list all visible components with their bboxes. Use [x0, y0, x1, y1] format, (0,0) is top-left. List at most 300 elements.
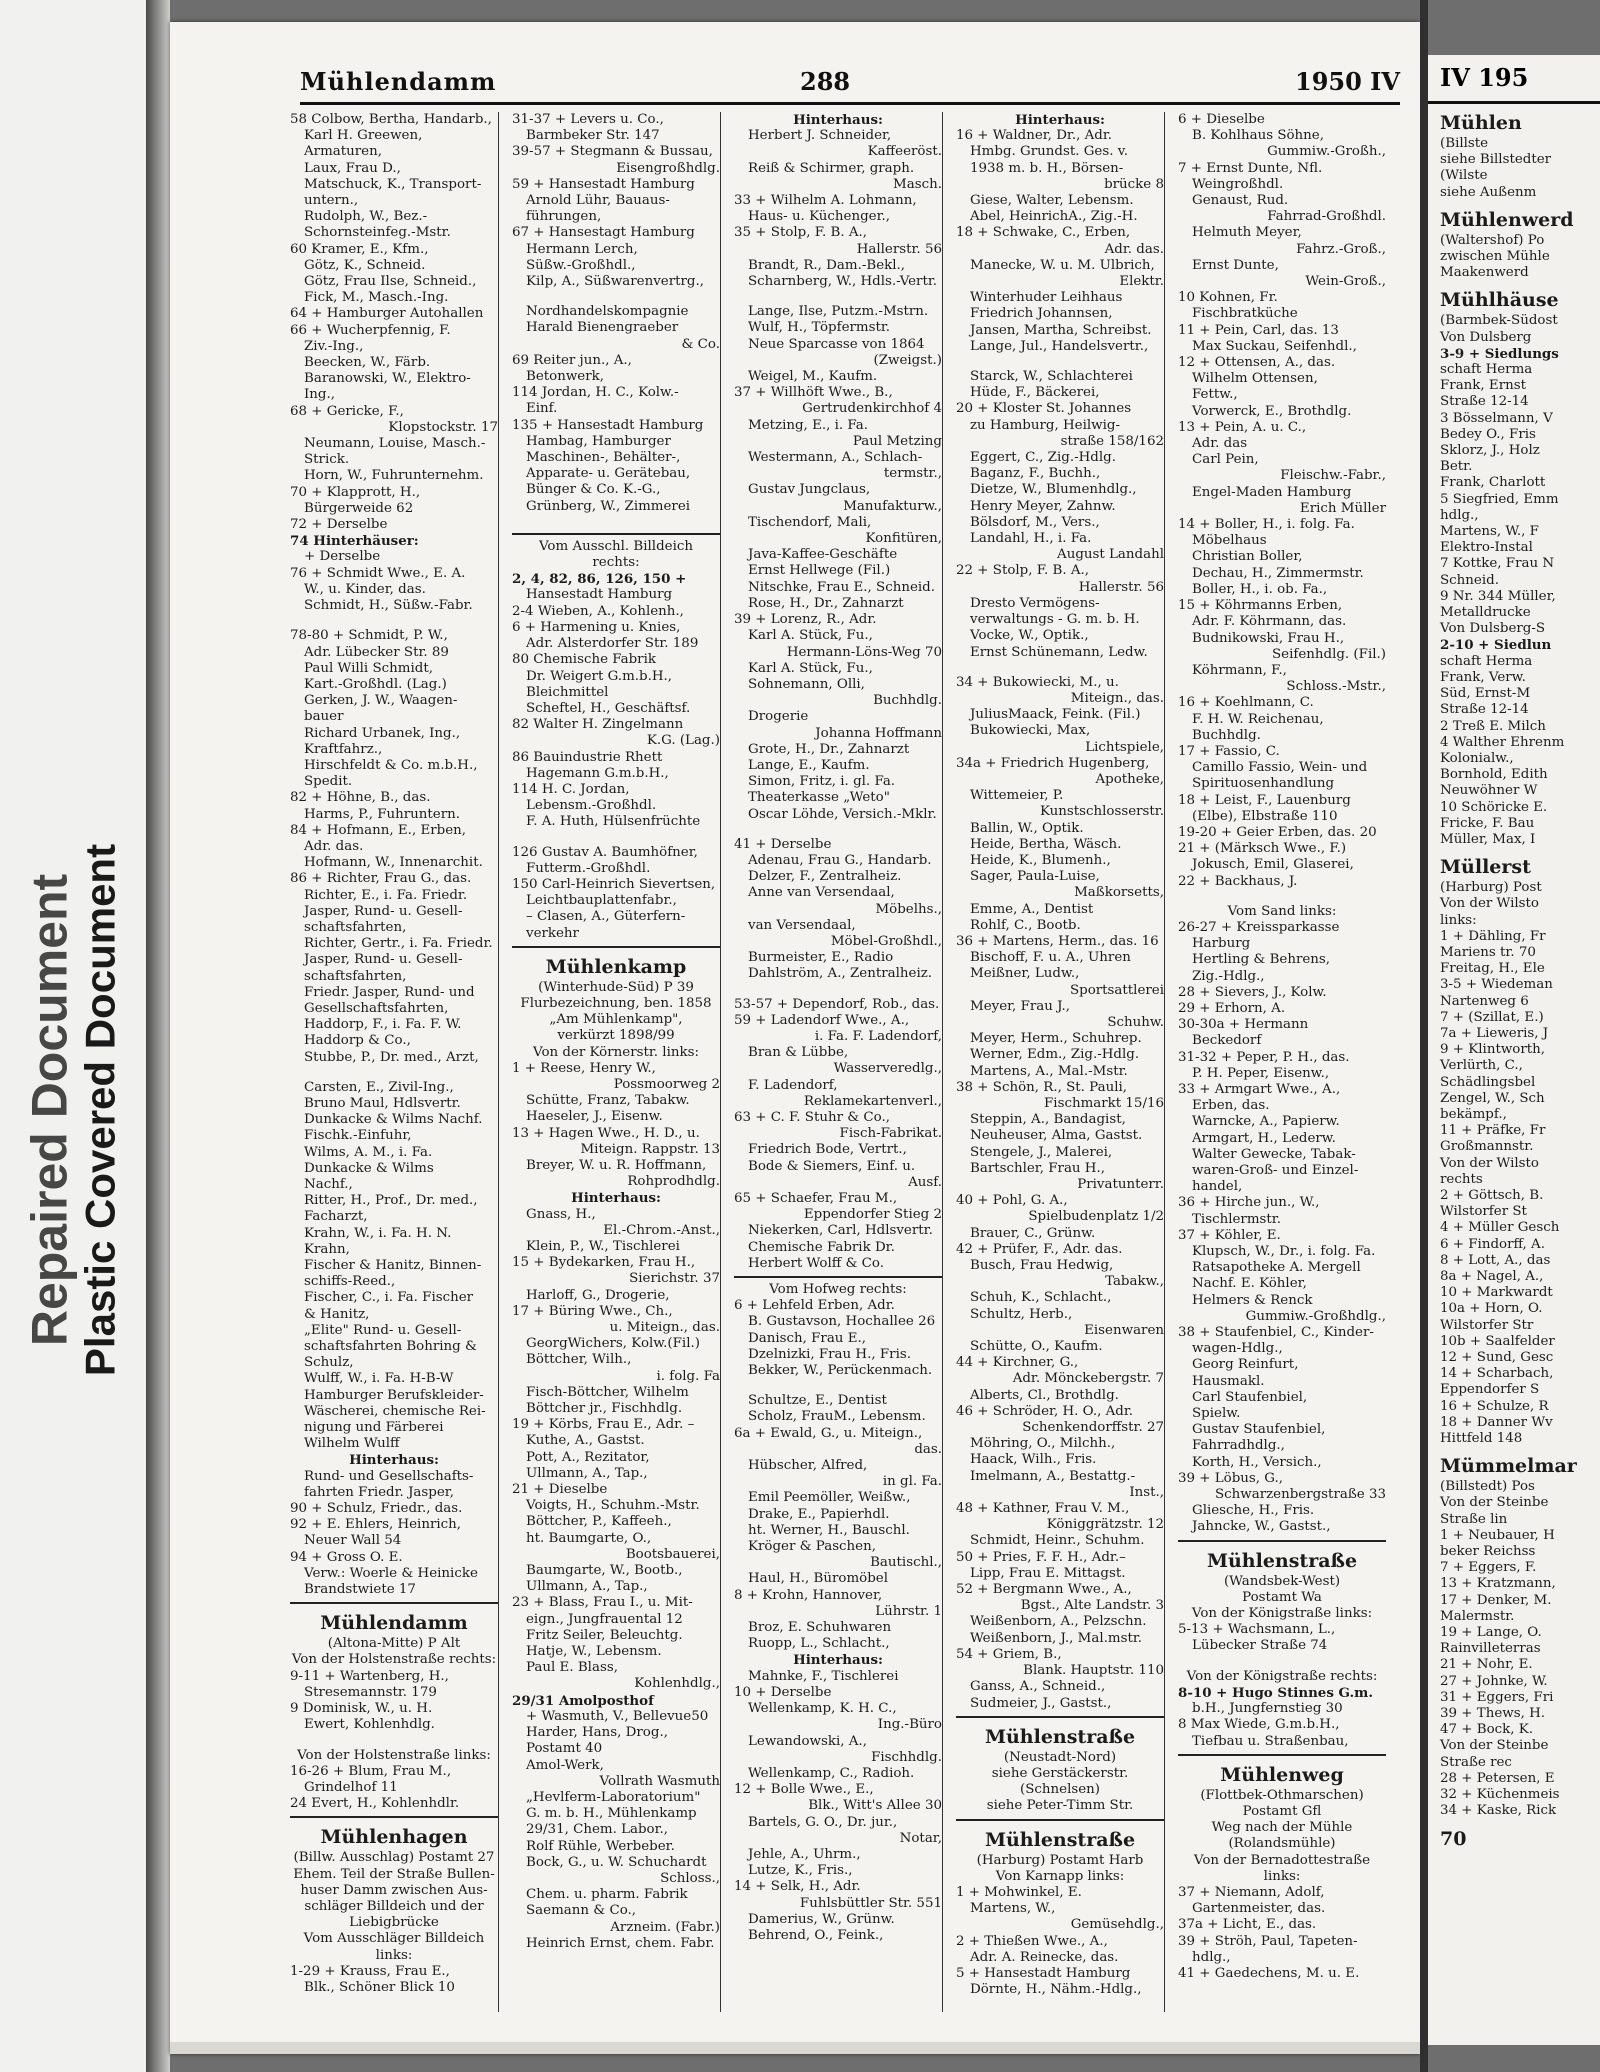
directory-entry: 37 + Niemann, Adolf,	[1178, 1884, 1325, 1900]
section-heading: Mühlenstraße	[1206, 1549, 1358, 1572]
directory-entry: 94 + Gross O. E.	[290, 1549, 403, 1565]
directory-entry: Sierichstr. 37	[629, 1271, 720, 1287]
subheading: (Winterhude-Süd) P 39	[538, 979, 694, 995]
directory-entry: 7 + Ernst Dunte, Nfl.	[1178, 160, 1323, 176]
directory-entry: 36 + Martens, Herm., das. 16	[956, 933, 1159, 949]
directory-entry: Warncke, A., Papierw.	[1192, 1114, 1340, 1130]
directory-entry: Karl A. Stück, Fu.,	[748, 660, 873, 676]
directory-entry: rechts	[1440, 1171, 1483, 1187]
directory-entry: 14 + Scharbach,	[1440, 1366, 1554, 1382]
directory-entry: Bran & Lübbe,	[748, 1045, 849, 1061]
directory-entry: Possmoorweg 2	[613, 1076, 720, 1092]
repaired-document-label: Repaired Document	[21, 873, 78, 1347]
directory-entry: 1938 m. b. H., Börsen-	[970, 160, 1124, 176]
directory-entry: Masch.	[893, 176, 942, 192]
subheading: Weg nach der Mühle	[1211, 1820, 1353, 1836]
directory-entry: Miteign., das.	[1070, 690, 1164, 706]
directory-entry: Laux, Frau D.,	[304, 160, 401, 176]
directory-entry: Elektr.	[1119, 274, 1164, 290]
directory-entry: Beckedorf	[1192, 1033, 1262, 1049]
directory-entry: Haddorp, F., i. Fa. F. W.	[304, 1017, 462, 1033]
directory-entry: Spielw.	[1192, 1406, 1241, 1422]
directory-entry: Spirituosenhandlung	[1192, 776, 1335, 792]
directory-entry: Reiß & Schirmer, graph.	[748, 160, 915, 176]
directory-entry: Scharnberg, W., Hdls.-Vertr.	[748, 274, 938, 290]
directory-entry: (Waltershof) Po	[1440, 232, 1545, 248]
spacer	[512, 831, 720, 845]
directory-entry: (Barmbek-Südost	[1440, 313, 1558, 329]
directory-entry: links:	[1440, 912, 1477, 928]
directory-entry: Hmbg. Grundst. Ges. v.	[970, 144, 1128, 160]
directory-entry: Hermann Lerch,	[526, 241, 638, 257]
directory-entry: Zig.-Hdlg.,	[1192, 968, 1265, 984]
directory-entry: Fischer, C., i. Fa. Fischer	[304, 1290, 474, 1306]
directory-entry: Helmuth Meyer,	[1192, 225, 1302, 241]
directory-entry: 18 + Danner Wv	[1440, 1414, 1553, 1430]
directory-entry: Genaust, Rud.	[1192, 193, 1289, 209]
directory-page	[170, 22, 1420, 2054]
directory-entry: Harder, Hans, Drog.,	[526, 1725, 668, 1741]
subheading: (Neustadt-Nord)	[1003, 1749, 1117, 1765]
directory-entry: Gertrudenkirchhof 4	[802, 401, 942, 417]
directory-entry: Lübecker Straße 74	[1192, 1638, 1328, 1654]
directory-entry: Bartschler, Frau H.,	[970, 1160, 1105, 1176]
directory-entry: schaftsfahrten,	[304, 919, 407, 935]
directory-entry: 86 Bauindustrie Rhett	[512, 749, 663, 765]
directory-entry: schiffs-Reed.,	[304, 1274, 396, 1290]
directory-entry: 42 + Prüfer, F., Adr. das.	[956, 1241, 1123, 1257]
directory-entry: 17 + Fassio, C.	[1178, 743, 1280, 759]
directory-entry: 5 + Hansestadt Hamburg	[956, 1965, 1131, 1981]
directory-entry: Rohprodhdlg.	[627, 1174, 720, 1190]
section-heading: Mühlendamm	[320, 1612, 468, 1635]
directory-entry: Blk., Schöner Blick 10	[304, 1979, 455, 1995]
directory-entry: Emil Peemöller, Weißw.,	[748, 1490, 911, 1506]
subheading: schläger Billdeich und der	[304, 1898, 484, 1914]
plastic-covered-label: Plastic Covered Document	[76, 843, 124, 1377]
directory-entry: Martens, W.,	[970, 1901, 1056, 1917]
directory-entry: Metzing, E., i. Fa.	[748, 417, 869, 433]
directory-entry: Grote, H., Dr., Zahnarzt	[748, 741, 910, 757]
section-divider	[512, 533, 720, 535]
directory-entry: Von Dulsberg-S	[1440, 621, 1546, 637]
directory-entry: Adr. F. Köhrmann, das.	[1192, 614, 1347, 630]
directory-entry: verkehr	[526, 925, 579, 941]
directory-entry: 13 + Kratzmann,	[1440, 1576, 1556, 1592]
directory-entry: Pott, A., Rezitator,	[526, 1449, 650, 1465]
directory-entry: Schuhw.	[1107, 1014, 1164, 1030]
directory-entry: i. folg. Fa	[656, 1368, 720, 1384]
directory-entry: Schultze, E., Dentist	[748, 1393, 887, 1409]
directory-entry: Adr. das	[1192, 436, 1248, 452]
directory-entry: Freitag, H., Ele	[1440, 961, 1545, 977]
directory-entry: Ratsapotheke A. Mergell	[1192, 1260, 1361, 1276]
directory-entry: Meißner, Ludw.,	[970, 966, 1080, 982]
facing-page-lines	[1428, 110, 1600, 1852]
page-header	[300, 62, 1400, 105]
directory-entry: Fahrradhdlg.,	[1192, 1438, 1285, 1454]
directory-entry: Baganz, F., Buchh.,	[970, 466, 1101, 482]
directory-entry: Bruno Maul, Hdlsvertr.	[304, 1095, 461, 1111]
directory-entry: 32 + Küchenmeis	[1440, 1787, 1560, 1803]
directory-entry: 10a + Horn, O.	[1440, 1301, 1543, 1317]
directory-entry: i. Fa. F. Ladendorf,	[814, 1028, 942, 1044]
directory-entry: Neuer Wall 54	[304, 1533, 402, 1549]
directory-entry: Ullmann, A., Tap.,	[526, 1579, 648, 1595]
directory-entry: Harloff, G., Drogerie,	[526, 1287, 670, 1303]
directory-entry: 38 + Schön, R., St. Pauli,	[956, 1079, 1128, 1095]
directory-entry: Bartels, G. O., Dr. jur.,	[748, 1814, 898, 1830]
directory-entry: Eisenwaren	[1084, 1322, 1164, 1338]
directory-entry: – Clasen, A., Güterfern-	[526, 909, 686, 925]
section-heading: Mühlenstraße	[984, 1725, 1136, 1748]
directory-entry: Busch, Frau Hedwig,	[970, 1258, 1114, 1274]
directory-entry: 12 + Ottensen, A., das.	[1178, 355, 1336, 371]
directory-entry: Baranowski, W., Elektro-	[304, 371, 471, 387]
subheading: Ehem. Teil der Straße Bullen-	[293, 1866, 495, 1882]
directory-entry: 114 H. C. Jordan,	[512, 781, 630, 797]
directory-entry: waren-Groß- und Einzel-	[1192, 1163, 1359, 1178]
directory-entry: Verlürth, C.,	[1440, 1058, 1523, 1074]
directory-entry: schaftsfahrten Bohring &	[304, 1339, 477, 1355]
directory-entry: 78-80 + Schmidt, P. W.,	[290, 628, 448, 644]
column-2	[512, 112, 721, 2012]
directory-entry: 4 Walther Ehrenm	[1440, 734, 1565, 750]
directory-entry: Wittemeier, P.	[970, 788, 1064, 804]
directory-entry: Klopstockstr. 17	[388, 419, 498, 435]
directory-entry: Schwarzenbergstraße 33	[1214, 1487, 1386, 1503]
page-fold-shadow	[146, 0, 170, 2072]
directory-entry: Adr. Mönckebergstr. 7	[1012, 1371, 1164, 1387]
directory-entry: 14 + Selk, H., Adr.	[734, 1879, 861, 1895]
directory-entry: + Derselbe	[304, 549, 381, 565]
directory-entry: Scheftel, H., Geschäftsf.	[526, 700, 691, 716]
directory-entry: Harms, P., Fuhruntern.	[304, 806, 460, 822]
directory-entry: 59 + Hansestadt Hamburg	[512, 176, 695, 192]
directory-entry: 19 + Lange, O.	[1440, 1625, 1542, 1641]
directory-entry: 1 + Dähling, Fr	[1440, 928, 1546, 944]
directory-entry: Armgart, H., Lederw.	[1192, 1130, 1336, 1146]
subheading: Von der Königstraße links:	[1191, 1606, 1373, 1622]
edition-year: 1950 IV	[1295, 67, 1400, 96]
directory-entry: Möbelhs.,	[875, 901, 942, 917]
directory-entry: 21 + (Märksch Wwe., F.)	[1178, 841, 1347, 857]
directory-entry: Broz, E. Schuhwaren	[748, 1620, 892, 1636]
directory-entry: Blk., Witt's Allee 30	[808, 1798, 942, 1814]
directory-entry: Postamt 40	[526, 1741, 603, 1757]
directory-entry: JuliusMaack, Feink. (Fil.)	[970, 707, 1141, 723]
directory-entry: 92 + E. Ehlers, Heinrich,	[290, 1517, 462, 1533]
directory-entry: 82 + Höhne, B., das.	[290, 790, 431, 806]
subheading: Von der Holstenstraße rechts:	[291, 1652, 497, 1668]
directory-entry: Brandstwiete 17	[304, 1582, 416, 1598]
directory-entry: Heinrich Ernst, chem. Fabr.	[526, 1935, 715, 1951]
directory-entry: Nachf.,	[304, 1177, 353, 1192]
directory-entry: Gummiw.-Großhdlg.,	[1245, 1308, 1386, 1324]
directory-entry: 35 + Stolp, F. B. A.,	[734, 225, 868, 241]
directory-entry: Sklorz, J., Holz	[1440, 443, 1540, 459]
directory-entry: 4 + Müller Gesch	[1440, 1220, 1560, 1236]
directory-entry: Nartenweg 6	[1440, 993, 1529, 1009]
directory-entry: Fick, M., Masch.-Ing.	[304, 290, 449, 306]
directory-entry: 16 + Koehlmann, C.	[1178, 695, 1314, 711]
directory-entry: Tiefbau u. Straßenbau,	[1192, 1733, 1349, 1749]
directory-entry: 15 + Köhrmanns Erben,	[1178, 598, 1343, 614]
directory-entry: Adr. A. Reinecke, das.	[970, 1949, 1119, 1965]
directory-entry: 69 Reiter jun., A.,	[512, 352, 632, 368]
directory-entry: Kolonialw.,	[1440, 750, 1514, 766]
directory-entry: zwischen Mühle	[1440, 249, 1550, 265]
section-divider	[1178, 1754, 1386, 1756]
directory-entry: Dietze, W., Blumenhdlg.,	[970, 482, 1137, 498]
directory-entry: 18 + Schwake, C., Erben,	[956, 225, 1131, 241]
directory-entry: Kohlenhdlg.,	[634, 1676, 720, 1692]
directory-entry: Chem. u. pharm. Fabrik	[526, 1887, 688, 1903]
directory-entry: Manufakturw.,	[843, 498, 942, 514]
directory-entry: Rose, H., Dr., Zahnarzt	[748, 595, 904, 611]
directory-entry: Facharzt,	[304, 1209, 368, 1225]
directory-entry: F. A. Huth, Hülsenfrüchte	[526, 814, 701, 830]
directory-entry: Frank, Verw.	[1440, 669, 1526, 685]
directory-entry: 63 + C. F. Stuhr & Co.,	[734, 1109, 890, 1125]
directory-entry: 82 Walter H. Zingelmann	[512, 717, 684, 733]
directory-entry: 16-26 + Blum, Frau M.,	[290, 1763, 452, 1779]
directory-entry: 1 + Reese, Henry W.,	[512, 1060, 656, 1076]
directory-entry: Möhring, O., Milchh.,	[970, 1436, 1116, 1452]
directory-entry: Fricke, F. Bau	[1440, 815, 1535, 831]
directory-entry: Bischoff, F. u. A., Uhren	[970, 950, 1131, 966]
section-divider	[734, 1276, 942, 1278]
directory-entry: Schmidt, H., Süßw.-Fabr.	[304, 598, 473, 614]
directory-entry: Carsten, E., Zivil-Ing.,	[304, 1079, 454, 1095]
directory-entry: Hertling & Behrens,	[1192, 952, 1331, 968]
directory-entry: Weigel, M., Kaufm.	[748, 369, 878, 385]
directory-entry: 39-57 + Stegmann & Bussau,	[512, 144, 713, 160]
directory-entry: 68 + Gericke, F.,	[290, 403, 404, 419]
directory-entry: Starck, W., Schlachterei	[970, 369, 1133, 385]
directory-entry: 12 + Bolle Wwe., E.,	[734, 1782, 874, 1798]
directory-entry: Lutze, K., Fris.,	[748, 1863, 853, 1879]
directory-entry: Nordhandelskompagnie	[526, 304, 689, 320]
directory-entry: 9-11 + Wartenberg, H.,	[290, 1668, 449, 1684]
directory-entry: 36 + Hirche jun., W.,	[1178, 1195, 1320, 1211]
directory-entry: Delzer, F., Zentralheiz.	[748, 869, 902, 885]
directory-entry: Camillo Fassio, Wein- und	[1192, 760, 1368, 776]
directory-entry: 17 + Büring Wwe., Ch.,	[512, 1303, 673, 1319]
directory-entry: Schütte, O., Kaufm.	[970, 1339, 1103, 1355]
directory-entry: Ganss, A., Schneid.,	[970, 1679, 1106, 1695]
directory-entry: Lange, E., Kaufm.	[748, 757, 870, 773]
section-divider	[290, 1602, 498, 1604]
spacer	[734, 1379, 942, 1393]
directory-entry: Paul E. Blass,	[526, 1660, 618, 1676]
directory-entry: 65 + Schaefer, Frau M.,	[734, 1191, 898, 1206]
directory-entry: ht. Werner, H., Bauschl.	[748, 1522, 910, 1538]
directory-entry: 39 + Ströh, Paul, Tapeten-	[1178, 1933, 1358, 1949]
directory-entry: Christian Boller,	[1192, 549, 1303, 565]
directory-entry: Rudolph, W., Bez.-	[304, 209, 428, 225]
directory-entry: b.H., Jungfernstieg 30	[1192, 1701, 1343, 1717]
directory-entry: siehe Außenm	[1440, 184, 1537, 200]
directory-entry: Tischlermstr.	[1192, 1211, 1281, 1227]
directory-entry: führungen,	[526, 209, 602, 225]
section-divider	[512, 946, 720, 948]
directory-entry: Drake, E., Papierhdl.	[748, 1506, 890, 1522]
directory-entry: Rohlf, C., Bootb.	[970, 917, 1081, 933]
directory-entry: Vollrath Wasmuth	[599, 1773, 720, 1789]
directory-entry: Gummiw.-Großh.,	[1267, 144, 1386, 160]
directory-entry: 19 + Körbs, Frau E., Adr. –	[512, 1417, 695, 1433]
directory-entry: Fritz Seiler, Beleuchtg.	[526, 1627, 683, 1643]
directory-entry: Fischer & Hanitz, Binnen-	[304, 1258, 482, 1274]
directory-entry: 70 + Klapprott, H.,	[290, 484, 421, 500]
directory-entry: nigung und Färberei	[304, 1420, 444, 1436]
directory-entry: 44 + Kirchner, G.,	[956, 1355, 1079, 1371]
directory-entry: 21 + Dieselbe	[512, 1482, 608, 1498]
directory-entry: termstr.,	[883, 466, 942, 482]
directory-entry: Gustav Staufenbiel,	[1192, 1422, 1326, 1438]
directory-entry: Sohnemann, Olli,	[748, 676, 865, 692]
directory-entry: Sager, Paula-Luise,	[970, 869, 1100, 885]
directory-entry: Richard Urbanek, Ing.,	[304, 725, 461, 741]
directory-entry: Fischbratküche	[1192, 306, 1298, 322]
directory-entry: Schuh, K., Schlacht.,	[970, 1290, 1112, 1306]
directory-entry: siehe Billstedter	[1440, 152, 1552, 168]
document-condition-label	[22, 844, 123, 1376]
directory-entry: 60 Kramer, E., Kfm.,	[290, 241, 429, 257]
directory-entry: Fahrrad-Großhdl.	[1267, 209, 1386, 225]
directory-entry: Götz, Frau Ilse, Schneid.,	[304, 274, 477, 290]
directory-entry: 34a + Friedrich Hugenberg,	[956, 755, 1150, 771]
directory-entry: 39 + Thews, H.	[1440, 1706, 1546, 1722]
directory-entry: & Hanitz,	[304, 1306, 370, 1322]
directory-entry: Stubbe, P., Dr. med., Arzt,	[304, 1049, 479, 1065]
directory-entry: van Versendaal,	[748, 917, 856, 933]
directory-entry: u. Miteign., das.	[609, 1320, 720, 1336]
spacer	[1178, 1655, 1386, 1669]
directory-entry: Ernst Hellwege (Fil.)	[748, 563, 891, 579]
directory-entry: Miteign. Rappstr. 13	[580, 1141, 720, 1157]
directory-entry: 10 + Markwardt	[1440, 1285, 1553, 1301]
directory-entry: schaft Herma	[1440, 362, 1533, 378]
directory-entry: Von der Steinbe	[1440, 1495, 1549, 1511]
directory-entry: Ing.-Büro	[877, 1717, 942, 1733]
directory-entry: Erich Müller	[1299, 500, 1386, 516]
subheading: Hinterhaus:	[793, 1652, 883, 1669]
directory-entry: Haeseler, J., Eisenw.	[526, 1109, 663, 1125]
directory-entry: Amol-Werk,	[526, 1757, 604, 1773]
directory-entry: El.-Chrom.-Anst.,	[603, 1222, 720, 1238]
directory-entry: Haack, Wilh., Fris.	[970, 1452, 1097, 1468]
directory-entry: Scholz, FrauM., Lebensm.	[748, 1409, 926, 1425]
directory-entry: Fischhdlg.	[871, 1749, 942, 1765]
directory-entry: P. H. Peper, Eisenw.,	[1192, 1065, 1330, 1081]
directory-entry: Gnass, H.,	[526, 1206, 596, 1222]
directory-entry: Von der Steinbe	[1440, 1738, 1549, 1754]
directory-entry: Abel, HeinrichA., Zig.-H.	[970, 209, 1138, 225]
directory-entry: 31 + Eggers, Fri	[1440, 1689, 1554, 1705]
directory-entry: Lichtspiele,	[1085, 739, 1164, 755]
directory-entry: 20 + Kloster St. Johannes	[956, 401, 1132, 417]
directory-entry: (Elbe), Elbstraße 110	[1192, 808, 1338, 824]
directory-entry: wagen-Hdlg.,	[1192, 1341, 1283, 1357]
directory-entry: Sudmeier, J., Gastst.,	[970, 1695, 1112, 1711]
directory-entry: Bleichmittel	[526, 684, 609, 700]
directory-entry: 26-27 + Kreissparkasse	[1178, 919, 1340, 935]
directory-entry: Ritter, H., Prof., Dr. med.,	[304, 1193, 478, 1209]
directory-entry: 74 Hinterhäuser:	[290, 533, 419, 550]
directory-entry: Herbert J. Schneider,	[748, 128, 892, 144]
directory-entry: 8-10 + Hugo Stinnes G.m.	[1178, 1684, 1373, 1701]
directory-entry: Arnold Lühr, Bauaus-	[526, 193, 670, 209]
directory-entry: Meyer, Frau J.,	[970, 998, 1070, 1014]
section-heading: Mühlenkamp	[545, 955, 687, 978]
directory-entry: 58 Colbow, Bertha, Handarb.,	[290, 112, 492, 127]
directory-entry: Adr. das.	[304, 838, 364, 854]
directory-entry: Hallerstr. 56	[1078, 579, 1164, 595]
directory-entry: 7 + Eggers, F.	[1440, 1560, 1537, 1576]
directory-entry: Böttcher, Wilh.,	[526, 1352, 632, 1368]
directory-entry: Großmannstr.	[1440, 1139, 1534, 1155]
directory-entry: Fleischw.-Fabr.,	[1280, 468, 1386, 484]
directory-entry: Anne van Versendaal,	[748, 885, 895, 901]
directory-entry: Adr. Lübecker Str. 89	[304, 644, 449, 660]
directory-entry: Bölsdorf, M., Vers.,	[970, 514, 1100, 530]
directory-entry: Harburg	[1192, 936, 1251, 952]
directory-entry: Bootsbauerei,	[625, 1546, 720, 1562]
directory-entry: Ziv.-Ing.,	[304, 338, 364, 354]
directory-entry: 31-37 + Levers u. Co.,	[512, 112, 664, 127]
directory-entry: Von der Wilsto	[1440, 1155, 1539, 1171]
directory-entry: Neumann, Louise, Masch.-	[304, 436, 486, 452]
directory-entry: Vorwerck, E., Brothdlg.	[1192, 403, 1352, 419]
directory-entry: Verw.: Woerle & Heinicke	[304, 1565, 478, 1581]
directory-entry: Martens, W., F	[1440, 524, 1539, 540]
spacer	[734, 823, 942, 837]
directory-entry: Eggert, C., Zig.-Hdlg.	[970, 450, 1116, 466]
directory-entry: Schneid.	[1440, 572, 1499, 588]
spacer	[290, 614, 498, 628]
directory-entry: Paul Willi Schmidt,	[304, 660, 433, 676]
directory-entry: Ausf.	[908, 1174, 942, 1190]
directory-entry: 1-29 + Krauss, Frau E.,	[290, 1963, 450, 1979]
directory-entry: 29 + Erhorn, A.	[1178, 1000, 1286, 1016]
directory-entry: 90 + Schulz, Friedr., das.	[290, 1501, 463, 1517]
directory-entry: Ing.,	[304, 387, 335, 403]
directory-entry: Reklamekartenverl.,	[803, 1093, 942, 1109]
directory-entry: Damerius, W., Grünw.	[748, 1911, 895, 1927]
directory-entry: Eppendorfer S	[1440, 1382, 1540, 1398]
directory-entry: Ewert, Kohlenhdlg.	[304, 1717, 435, 1733]
directory-entry: 19-20 + Geier Erben, das. 20	[1178, 824, 1377, 840]
directory-entry: 59 + Ladendorf Wwe., A.,	[734, 1012, 910, 1028]
directory-entry: Voigts, H., Schuhm.-Mstr.	[526, 1498, 700, 1514]
subheading: Hinterhaus:	[793, 112, 883, 128]
subheading: Postamt Gfl	[1242, 1803, 1322, 1819]
directory-entry: Tabakw.,	[1105, 1274, 1164, 1290]
directory-entry: Walter Gewecke, Tabak-	[1192, 1146, 1356, 1162]
directory-entry: Richter, Gertr., i. Fa. Friedr.	[304, 936, 493, 952]
directory-entry: Betonwerk,	[526, 369, 604, 385]
directory-entry: Engel-Maden Hamburg	[1192, 484, 1352, 500]
directory-entry: Bgst., Alte Landstr. 3	[1020, 1598, 1164, 1614]
directory-entry: Wulff, W., i. Fa. H-B-W	[304, 1371, 454, 1387]
directory-entry: Dzelnizki, Frau H., Fris.	[748, 1346, 911, 1362]
running-head-street: Mühlendamm	[300, 67, 497, 96]
directory-entry: Westermann, A., Schlach-	[748, 450, 923, 466]
directory-entry: Fischk.-Einfuhr,	[304, 1128, 412, 1144]
directory-entry: Eppendorfer Stieg 2	[803, 1207, 942, 1223]
